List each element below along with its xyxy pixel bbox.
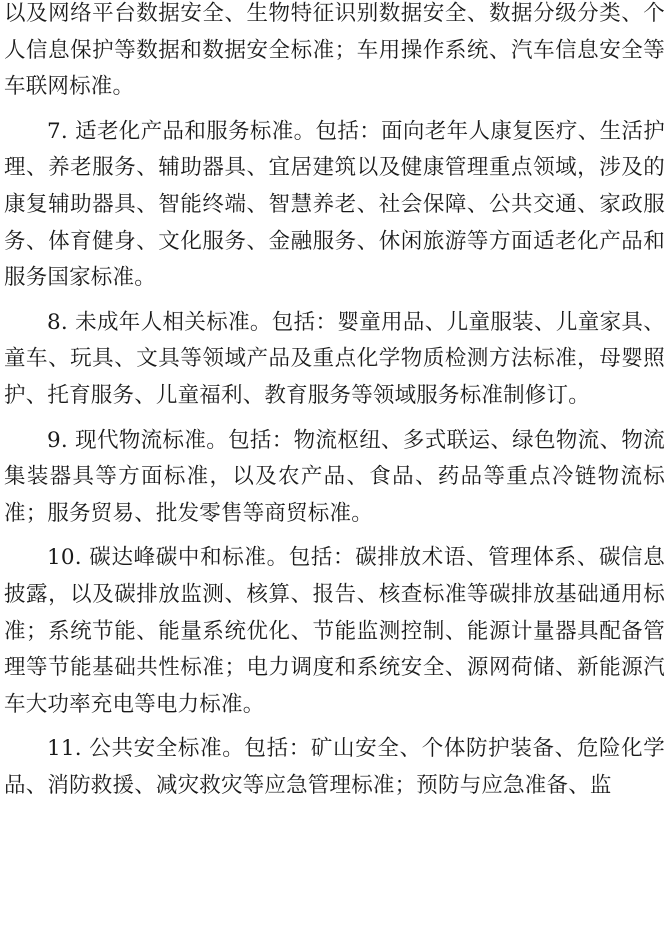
paragraph-item-11-public-safety: 11. 公共安全标准。包括：矿山安全、个体防护装备、危险化学品、消防救援、减灾救灾等应急管理标准；预防与应急准备、监	[4, 736, 665, 798]
paragraph-data-security-continued: 以及网络平台数据安全、生物特征识别数据安全、数据分级分类、个人信息保护等数据和数据安全标准；车用操作系统、汽车信息安全等车联网标准。	[4, 1, 665, 100]
paragraph-item-7-aging-friendly: 7. 适老化产品和服务标准。包括：面向老年人康复医疗、生活护理、养老服务、辅助器具、宜居建筑以及健康管理重点领域，涉及的康复辅助器具、智能终端、智慧养老、社会保障、公共交通、家政服务、体育健身、文化服务、金融服务、休闲旅游等方面适老化产品和服务国家标准。	[4, 118, 665, 291]
paragraph-item-10-carbon: 10. 碳达峰碳中和标准。包括：碳排放术语、管理体系、碳信息披露，以及碳排放监测、核算、报告、核查标准等碳排放基础通用标准；系统节能、能量系统优化、节能监测控制、能源计量器具配备管理等节能基础共性标准；电力调度和系统安全、源网荷储、新能源汽车大功率充电等电力标准。	[4, 545, 665, 717]
paragraph-item-9-logistics: 9. 现代物流标准。包括：物流枢纽、多式联运、绿色物流、物流集装器具等方面标准，以及农产品、食品、药品等重点冷链物流标准；服务贸易、批发零售等商贸标准。	[4, 427, 665, 526]
paragraph-item-8-minors: 8. 未成年人相关标准。包括：婴童用品、儿童服装、儿童家具、童车、玩具、文具等领域产品及重点化学物质检测方法标准，母婴照护、托育服务、儿童福利、教育服务等领域服务标准制修订。	[4, 309, 665, 408]
